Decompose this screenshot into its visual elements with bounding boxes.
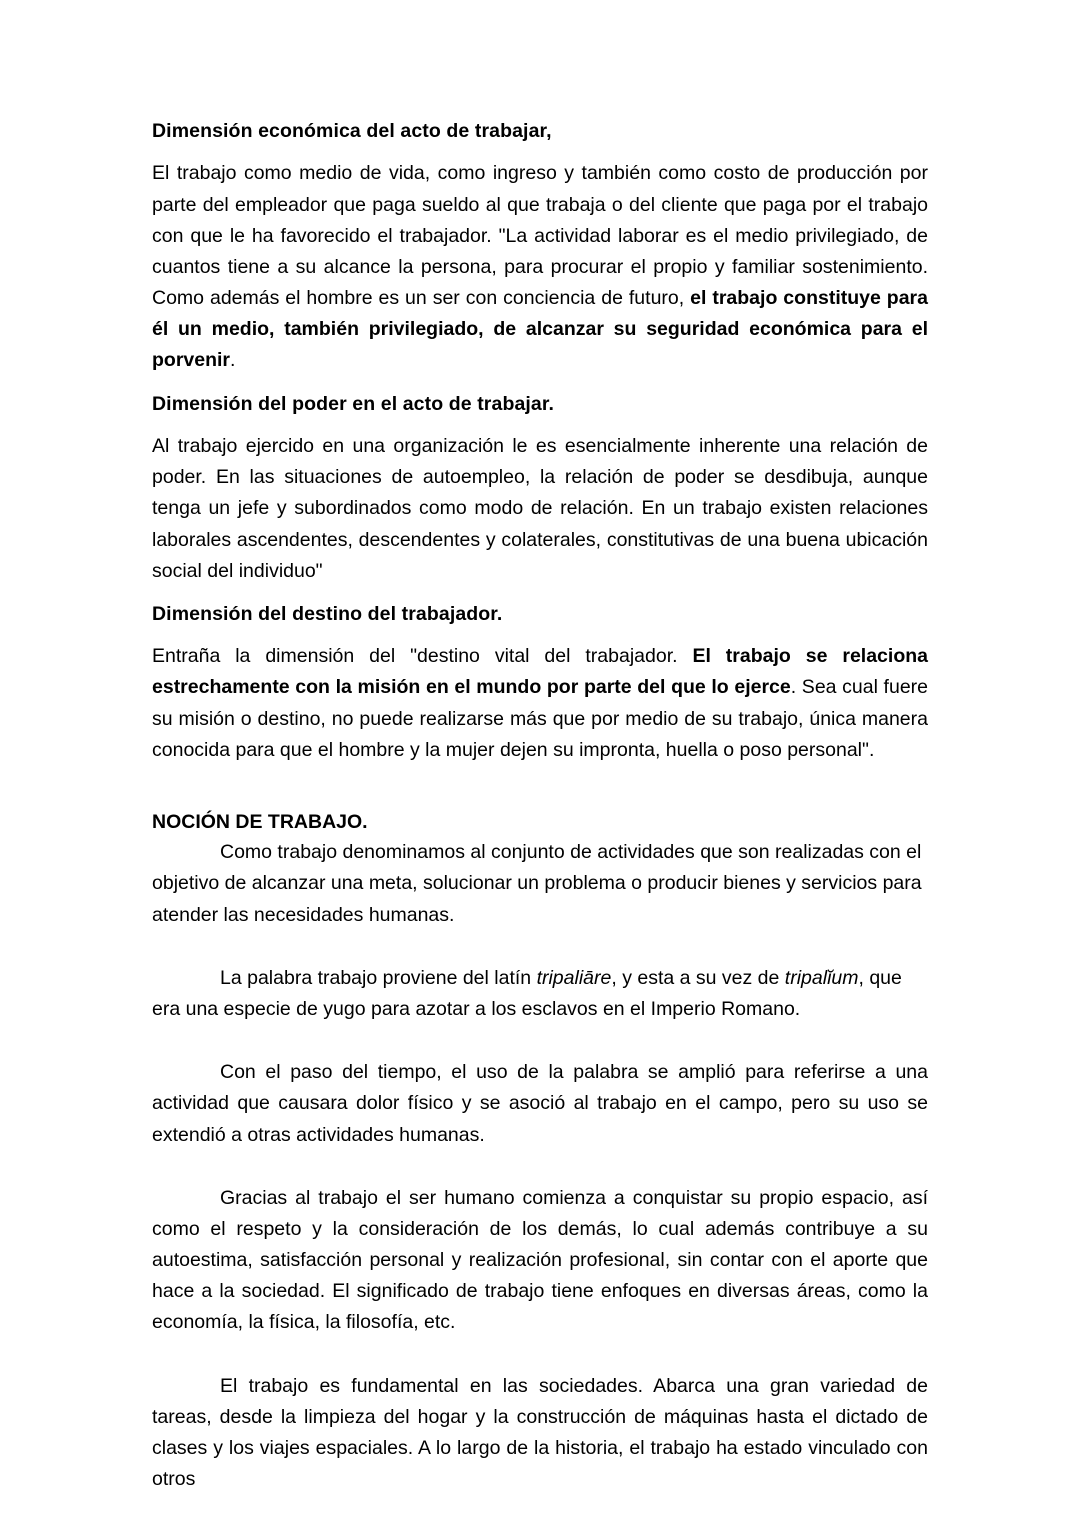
paragraph-destino-text-a: Entraña la dimensión del "destino vital del trabajador. <box>152 645 693 668</box>
paragraph-poder: Al trabajo ejercido en una organización le es esencialmente inherente una relación de poder. En las situaciones de autoempleo, la relación de poder se desdibuja, aunque tenga un jefe y subordinados como modo de relación. En un trabajo existen relaciones laborales ascendentes, descendentes y colaterales, constitutivas de una buena ubicación social del individuo" <box>152 434 928 582</box>
section-heading-destino: Dimensión del destino del trabajador. <box>152 602 503 625</box>
paragraph-spacer-3 <box>152 1165 928 1183</box>
paragraph-economica-text-c: . <box>230 349 236 372</box>
paragraph-nocion-1: Como trabajo denominamos al conjunto de actividades que son realizadas con el objetivo de alcanzar una meta, solucionar un problema o producir bienes y servicios para atender las necesidades humanas. <box>152 841 922 926</box>
paragraph-nocion-4: Gracias al trabajo el ser humano comienza a conquistar su propio espacio, así como el respeto y la consideración de los demás, lo cual además contribuye a su autoestima, satisfacción personal y realización profesional, sin contar con el aporte que hace a la sociedad. El significado de trabajo tiene enfoques en diversas áreas, como la economía, la física, la filosofía, etc. <box>152 1186 928 1334</box>
paragraph-nocion-5: El trabajo es fundamental en las sociedades. Abarca una gran variedad de tareas, desde la limpieza del hogar y la construcción de máquinas hasta el dictado de clases y los viajes espaciales. A lo largo de la historia, el trabajo ha estado vinculado con otros <box>152 1374 928 1491</box>
document-body <box>152 118 928 1495</box>
paragraph-nocion-2-text-c: , que era una especie de yugo para azotar a los esclavos en el Imperio Romano. <box>152 966 902 1020</box>
section-spacer <box>152 780 928 808</box>
latin-term-tripaliare: tripaliāre <box>536 966 612 989</box>
paragraph-nocion-3: Con el paso del tiempo, el uso de la palabra se amplió para referirse a una actividad que causara dolor físico y se asoció al trabajo en el campo, pero su uso se extendió a otras actividades humanas. <box>152 1061 928 1146</box>
paragraph-economica-text-bold: el trabajo constituye para él un medio, también privilegiado, de alcanzar su seguridad económica para el porvenir <box>152 287 928 372</box>
paragraph-destino-text-bold: El trabajo se relaciona estrechamente con la misión en el mundo por parte del que lo ejerce <box>152 645 928 699</box>
paragraph-destino-text-c: . Sea cual fuere su misión o destino, no puede realizarse más que por medio de su trabajo, única manera conocida para que el hombre y la mujer dejen su impronta, huella o poso personal". <box>152 676 928 761</box>
paragraph-destino <box>152 641 928 766</box>
paragraph-spacer-2 <box>152 1039 928 1057</box>
section-heading-economica: Dimensión económica del acto de trabajar, <box>152 120 552 142</box>
paragraph-economica <box>152 158 928 376</box>
paragraph-nocion-2-text-b: , y esta a su vez de <box>611 966 785 989</box>
paragraph-nocion-2 <box>152 963 928 1025</box>
latin-term-tripalium: tripalĭum <box>784 966 859 989</box>
paragraph-spacer-4 <box>152 1353 928 1371</box>
paragraph-nocion-2-text-a: La palabra trabajo proviene del latín <box>220 966 537 989</box>
paragraph-economica-text-a: El trabajo como medio de vida, como ingreso y también como costo de producción por parte del empleador que paga sueldo al que trabaja o del cliente que paga por el trabajo con que le ha favorecido el trabajador. "La actividad laborar es el medio privilegiado, de cuantos tiene a su alcance la persona, para procurar el propio y familiar sostenimiento. Como además el hombre es un ser con conciencia de futuro, <box>152 162 928 310</box>
paragraph-spacer-1 <box>152 945 928 963</box>
section-title-nocion-de-trabajo: NOCIÓN DE TRABAJO. <box>152 810 368 833</box>
section-heading-poder: Dimensión del poder en el acto de trabajar. <box>152 392 554 415</box>
